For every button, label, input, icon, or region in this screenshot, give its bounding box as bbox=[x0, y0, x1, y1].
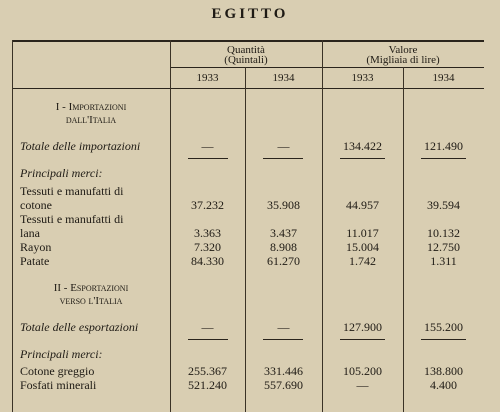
cell: 121.490 bbox=[424, 139, 463, 153]
header-valore: Valore bbox=[388, 44, 418, 56]
cell: 7.320 bbox=[194, 240, 221, 254]
header-year: 1933 bbox=[196, 72, 219, 84]
row-label: Totale delle importazioni bbox=[20, 139, 141, 153]
cell: 1.311 bbox=[430, 254, 457, 268]
total-underline bbox=[263, 158, 303, 159]
header-quantita: Quantità bbox=[227, 44, 265, 56]
header-valore-unit: (Migliaia di lire) bbox=[366, 54, 440, 66]
cell: — bbox=[201, 320, 214, 334]
cell: 4.400 bbox=[430, 378, 457, 392]
row-label: Principali merci: bbox=[20, 166, 103, 180]
cell: — bbox=[277, 320, 290, 334]
cell: 3.363 bbox=[194, 226, 221, 240]
section-title: verso l'Italia bbox=[59, 295, 123, 307]
row-label: cotone bbox=[20, 198, 52, 212]
cell: 138.800 bbox=[424, 364, 463, 378]
cell: 35.908 bbox=[267, 198, 300, 212]
cell: 37.232 bbox=[191, 198, 224, 212]
total-underline bbox=[340, 158, 385, 159]
row-label: Principali merci: bbox=[20, 347, 103, 361]
row-label: lana bbox=[20, 226, 40, 240]
cell: 84.330 bbox=[191, 254, 224, 268]
cell: 10.132 bbox=[427, 226, 460, 240]
column-divider bbox=[12, 40, 13, 412]
row-label: Tessuti e manufatti di bbox=[20, 212, 124, 226]
cell: — bbox=[356, 378, 369, 392]
total-underline bbox=[421, 158, 466, 159]
header-quantita-unit: (Quintali) bbox=[224, 54, 268, 66]
total-underline bbox=[188, 339, 228, 340]
total-underline bbox=[340, 339, 385, 340]
cell: — bbox=[201, 139, 214, 153]
row-label: Cotone greggio bbox=[20, 364, 95, 378]
cell: 127.900 bbox=[343, 320, 382, 334]
section-title: II - Esportazioni bbox=[53, 282, 129, 294]
cell: 155.200 bbox=[424, 320, 463, 334]
top-rule bbox=[12, 40, 484, 42]
row-label: Rayon bbox=[20, 240, 52, 254]
header-year: 1933 bbox=[351, 72, 374, 84]
cell: 134.422 bbox=[343, 139, 382, 153]
total-underline bbox=[421, 339, 466, 340]
cell: 11.017 bbox=[346, 226, 379, 240]
cell: 1.742 bbox=[349, 254, 376, 268]
row-label: Patate bbox=[20, 254, 50, 268]
cell: 39.594 bbox=[427, 198, 460, 212]
cell: 61.270 bbox=[267, 254, 300, 268]
cell: 3.437 bbox=[270, 226, 297, 240]
cell: 557.690 bbox=[264, 378, 303, 392]
row-label: Fosfati minerali bbox=[20, 378, 97, 392]
cell: 8.908 bbox=[270, 240, 297, 254]
cell: 331.446 bbox=[264, 364, 303, 378]
total-underline bbox=[263, 339, 303, 340]
row-label: Tessuti e manufatti di bbox=[20, 184, 124, 198]
cell: 255.367 bbox=[188, 364, 227, 378]
header-year: 1934 bbox=[272, 72, 295, 84]
header-year: 1934 bbox=[432, 72, 455, 84]
row-label: Totale delle esportazioni bbox=[20, 320, 139, 334]
total-underline bbox=[188, 158, 228, 159]
section-title: I - Importazioni bbox=[55, 101, 127, 113]
section-title: dall'Italia bbox=[65, 114, 117, 126]
cell: 44.957 bbox=[346, 198, 379, 212]
page-title: EGITTO bbox=[211, 6, 289, 22]
cell: — bbox=[277, 139, 290, 153]
cell: 12.750 bbox=[427, 240, 460, 254]
header-bottom-rule bbox=[12, 88, 484, 89]
cell: 15.004 bbox=[346, 240, 379, 254]
cell: 105.200 bbox=[343, 364, 382, 378]
cell: 521.240 bbox=[188, 378, 227, 392]
header-subrule bbox=[170, 67, 484, 68]
